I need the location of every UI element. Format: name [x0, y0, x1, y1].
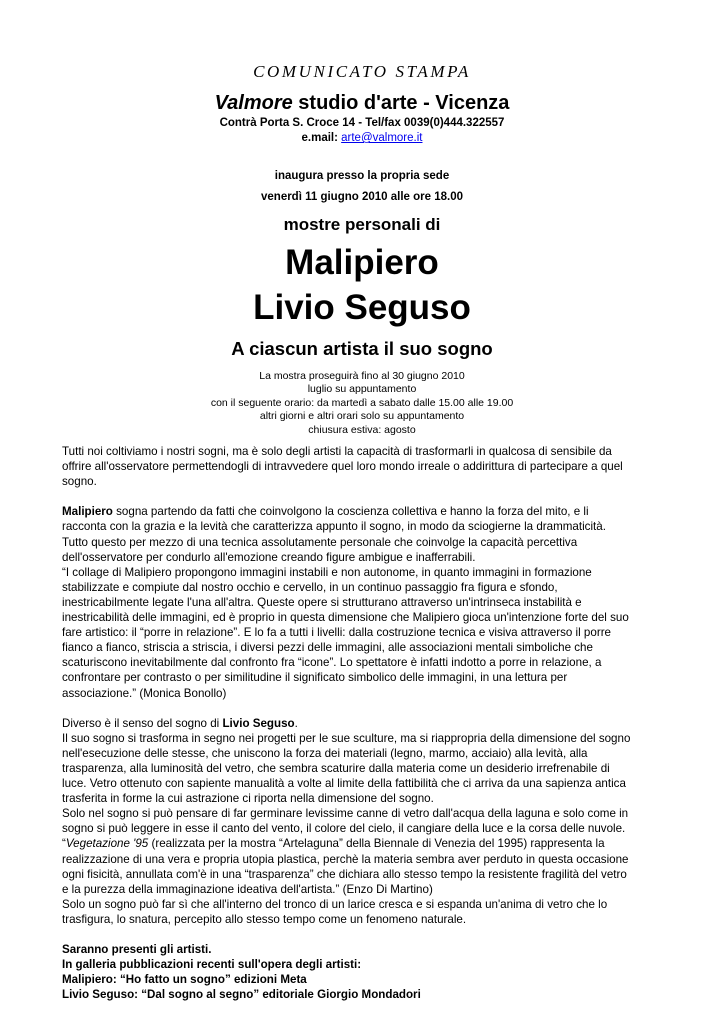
text-line: Tutti noi coltiviamo i nostri sogni, ma è solo degli artisti la capacità di trasformarli in qualcosa di sensibile da [62, 445, 612, 458]
text-line [62, 836, 672, 851]
gallery-title-rest: studio d'arte - Vicenza [292, 92, 510, 114]
malipiero-paragraph [62, 504, 672, 700]
text-line: Malipiero: “Ho fatto un sogno” edizioni Meta [62, 973, 307, 987]
text-line: In galleria pubblicazioni recenti sull'opera degli artisti: [62, 958, 362, 972]
email-link[interactable]: arte@valmore.it [341, 132, 423, 144]
text-line: racconta con la grazia e la levità che caratterizza appunto il sogno, in modo da sciogierne la drammaticità. [62, 520, 606, 534]
artist-name-seguso: Livio Seguso [253, 288, 471, 327]
email-label: e.mail: [301, 132, 342, 144]
text-line: luce. Vetro ottenuto con sapiente manualità a volte al limite della fattibilità che ci arriva da una sapienza antica [62, 777, 626, 791]
comunicato-stampa-heading: COMUNICATO STAMPA [253, 62, 471, 81]
text-line: sogno si può leggere in esse il canto del vento, il colore del cielo, il cangiare della luce e la corsa delle nuvole. [62, 822, 626, 836]
text-line: Il suo sogno si trasforma in segno nei progetti per le sue sculture, ma si riappropria della dimensione del sogno [62, 731, 631, 745]
text-line: trasfigura, lo snatura, percepito allo stesso tempo come un fenomeno naturale. [62, 912, 467, 926]
event-date: venerdì 11 giugno 2010 alle ore 18.00 [261, 191, 463, 203]
text-line [62, 504, 672, 519]
text-line: sogno. [62, 475, 97, 489]
text-line: associazione.” (Monica Bonollo) [62, 686, 227, 700]
text-line: Livio Seguso: “Dal sogno al segno” editoriale Giorgio Mondadori [62, 988, 421, 1002]
text-line: trasferita in forme la cui astrazione ci riporta nella dimensione del sogno. [62, 792, 434, 806]
text-line: Solo nel sogno si può pensare di far germinare levissime canne di vetro dall'acqua della laguna e solo come in [62, 807, 629, 821]
artist-name-malipiero: Malipiero [285, 243, 439, 282]
text-fragment: Diverso è il senso del sogno di [62, 716, 223, 730]
body-text [62, 444, 672, 1002]
text-fragment: (realizzata per la mostra “Artelaguna” della Biennale di Venezia del 1995) rappresenta la [148, 837, 605, 851]
schedule-line: chiusura estiva: agosto [308, 423, 416, 436]
text-fragment: “ [62, 837, 66, 851]
text-line: inestricabilmente legate l'una all'altra. Queste opere si strutturano attraverso un'intrinseca instabilità e [62, 595, 582, 609]
inauguration-text: inaugura presso la propria sede [274, 170, 450, 182]
schedule-block [0, 370, 724, 437]
seguso-name: Livio Seguso [222, 716, 295, 730]
text-line: fare artistico: il “porre in relazione”. E lo fa a tutti i livelli: dalla costruzione tecnica e visiva attraverso il porre [62, 626, 611, 640]
exhibition-subtitle: A ciascun artista il suo sogno [231, 338, 493, 359]
schedule-line: altri giorni e altri orari solo su appuntamento [259, 410, 465, 423]
schedule-line: La mostra proseguirà fino al 30 giugno 2010 [259, 370, 465, 382]
text-line: inestricabilità delle immagini, ed è proprio in questa dimensione che Malipiero gioca un'intenzione forte del suo [62, 611, 629, 625]
gallery-title [0, 92, 724, 115]
text-line: confrontare per contrasto o per similitudine il significato simbolico delle immagini, in una lettura per [62, 671, 568, 685]
intro-paragraph [62, 444, 672, 489]
text-fragment: . [294, 716, 298, 730]
gallery-name: Valmore [214, 92, 293, 114]
text-line: Solo un sogno può far sì che all'interno del tronco di un larice cresca e si espanda un'anima di vetro che lo [62, 897, 608, 911]
text-line: fianco a fianco, striscia a striscia, i diversi pezzi delle immagini, alle associazioni mentali simboliche che [62, 641, 593, 655]
text-line: dell'osservatore per condurlo all'emozione creando figure ambigue e inafferrabili. [62, 550, 476, 564]
text-line: scaturiscono inevitabilmente dal confronto fra “icone”. Lo spettatore è infatti indotto a porre in relazione, a [62, 656, 602, 670]
text-line: Tutto questo per mezzo di una tecnica assolutamente personale che coinvolge la capacità percettiva [62, 535, 578, 549]
text-line: stabilizzate e compiute dal nostro occhio e cervello, in un continuo passaggio fra figura e sfondo, [62, 580, 558, 594]
text-line: realizzazione di una vera e propria utopia plastica, perchè la materia sembra aver perduto in questa occasione [62, 852, 629, 866]
text-line: ogni fisicità, annullata com'è in una “trasparenza” che dichiara allo stesso tempo la resistente fragilità del vetro [62, 867, 627, 881]
schedule-line: con il seguente orario: da martedì a sabato dalle 15.00 alle 19.00 [210, 396, 514, 409]
text-fragment: sogna partendo da fatti che coinvolgono la coscienza collettiva e hanno la forza del mito, e li [112, 505, 589, 519]
schedule-line: luglio su appuntamento [307, 383, 417, 396]
exhibitions-heading: mostre personali di [283, 215, 441, 234]
seguso-paragraph [62, 716, 672, 927]
artwork-title: Vegetazione '95 [65, 837, 149, 851]
gallery-address: Contrà Porta S. Croce 14 - Tel/fax 0039(0)444.322557 [219, 117, 505, 129]
text-line: offrire all'osservatore permettendogli di intravvedere quel loro mondo irreale o addirittura di partecipare a quel [62, 460, 623, 474]
malipiero-name: Malipiero [62, 505, 113, 519]
text-line [62, 716, 672, 731]
text-line: Saranno presenti gli artisti. [62, 943, 212, 957]
text-line: e la purezza della immaginazione ideativa dell'artista.” (Enzo Di Martino) [62, 882, 433, 896]
text-line: “I collage di Malipiero propongono immagini instabili e non autonome, in quanto immagini in formazione [62, 565, 592, 579]
closing-paragraph [62, 942, 672, 1002]
email-line [0, 132, 724, 144]
text-line: nell'esecuzione delle stesse, che uniscono la forza dei materiali (legno, marmo, acciaio) alla levità, alla [62, 746, 588, 760]
text-line: trasparenza, alla luminosità del vetro, che sembra scaturire dalla materia come un desiderio irrefrenabile di [62, 761, 610, 775]
